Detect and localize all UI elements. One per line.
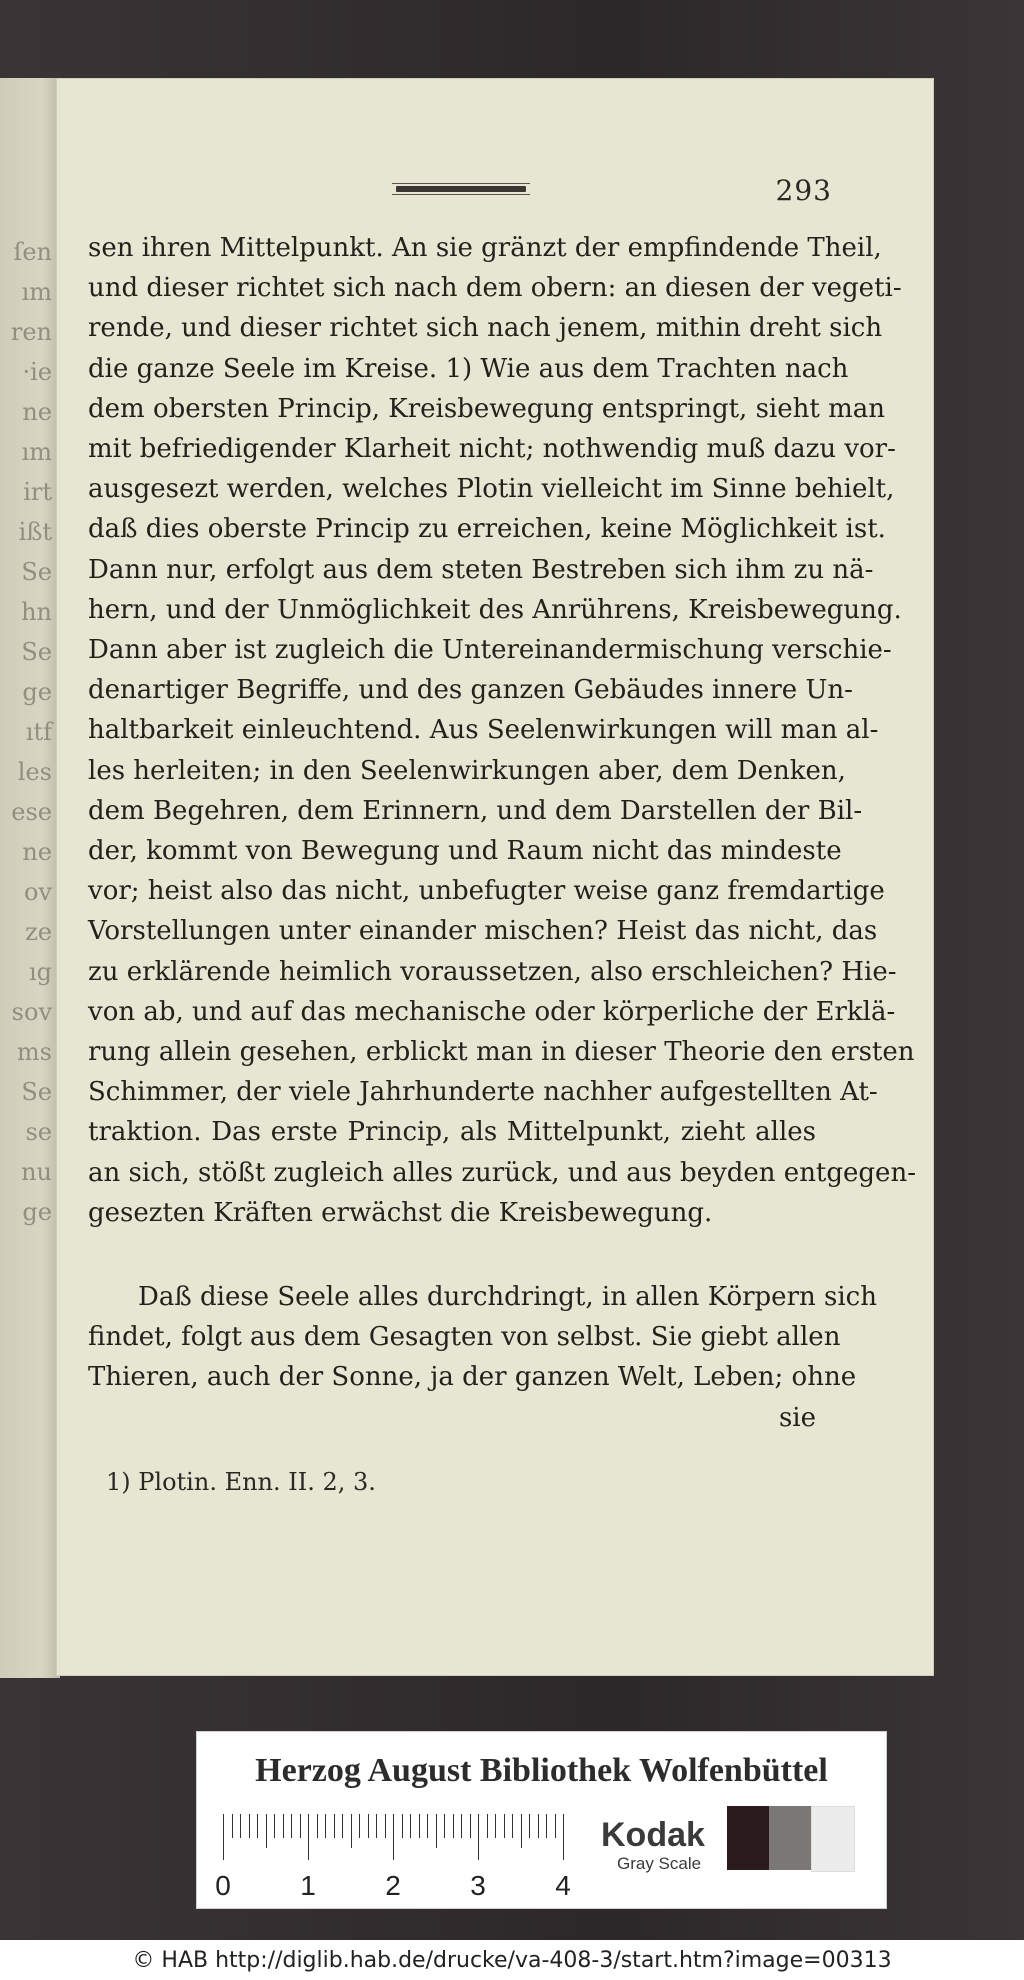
- ruler-tick: [257, 1814, 258, 1838]
- text-line: findet, folgt aus dem Gesagten von selbst. Sie giebt allen: [88, 1322, 841, 1353]
- ruler-number: 2: [385, 1870, 401, 1901]
- ruler-tick: [470, 1814, 471, 1838]
- color-calibration-card: [196, 1731, 887, 1909]
- gray-scale-label: Gray Scale: [617, 1854, 702, 1873]
- gray-swatch-mid: [769, 1806, 811, 1870]
- text-line: Dann nur, erfolgt aus dem steten Bestreben sich ihm zu nä-: [88, 554, 874, 585]
- ruler-tick: [359, 1814, 360, 1838]
- ruler-tick: [512, 1814, 513, 1838]
- text-line: hern, und der Unmöglichkeit des Anrührens, Kreisbewegung.: [88, 594, 902, 625]
- ruler-tick: [521, 1814, 522, 1848]
- text-line: an sich, stößt zugleich alles zurück, und aus beyden entgegen-: [88, 1157, 916, 1188]
- text-line: ausgesezt werden, welches Plotin vielleicht im Sinne behielt,: [88, 474, 895, 505]
- text-line: vor; heist also das nicht, unbefugter weise ganz fremdartige: [88, 876, 885, 907]
- ruler-tick: [240, 1814, 241, 1838]
- text-line: der, kommt von Bewegung und Raum nicht das mindeste: [88, 836, 842, 867]
- text-line: traktion. Das erste Princip, als Mittelpunkt, zieht alles: [88, 1117, 816, 1148]
- text-line: zu erklärende heimlich voraussetzen, also erschleichen? Hie-: [88, 956, 897, 987]
- text-line: Daß diese Seele alles durchdringt, in allen Körpern sich: [138, 1282, 877, 1313]
- ruler-tick: [529, 1814, 530, 1838]
- ruler-number: 1: [300, 1870, 316, 1901]
- ruler-tick: [419, 1814, 420, 1838]
- ruler-tick: [342, 1814, 343, 1838]
- text-line: mit befriedigender Klarheit nicht; nothwendig muß dazu vor-: [88, 434, 896, 465]
- ruler-tick: [368, 1814, 369, 1838]
- text-line: Schimmer, der viele Jahrhunderte nachher aufgestellten At-: [88, 1077, 878, 1108]
- ruler-tick: [291, 1814, 292, 1838]
- kodak-logo: Kodak: [601, 1816, 705, 1854]
- ruler-tick: [283, 1814, 284, 1838]
- text-line: dem Begehren, dem Erinnern, und dem Darstellen der Bil-: [88, 795, 863, 826]
- text-line: les herleiten; in den Seelenwirkungen aber, dem Denken,: [88, 755, 846, 786]
- adjacent-page-edge: ſen ım ren ·ie ne ım irt ißt Se hn Se ge ıtf les ese ne ov ze ıg sov ms Se se nu ge: [0, 78, 60, 1678]
- ruler-tick: [444, 1814, 445, 1838]
- ruler-tick: [538, 1814, 539, 1838]
- ruler-tick: [317, 1814, 318, 1838]
- ruler-number: 4: [555, 1870, 571, 1901]
- ruler-tick: [487, 1814, 488, 1838]
- text-line: Dann aber ist zugleich die Untereinandermischung verschie-: [88, 635, 892, 666]
- text-line: gesezten Kräften erwächst die Kreisbewegung.: [88, 1197, 713, 1228]
- ruler-tick: [504, 1814, 505, 1838]
- gray-swatch-dark: [727, 1806, 769, 1870]
- library-name: Herzog August Bibliothek Wolfenbüttel: [255, 1752, 828, 1789]
- copyright-footer: © HAB http://diglib.hab.de/drucke/va-408-3/start.htm?image=00313: [0, 1940, 1024, 1980]
- ruler-tick: [334, 1814, 335, 1838]
- ruler-tick: [393, 1814, 394, 1860]
- ruler-tick: [308, 1814, 309, 1860]
- ruler-number: 3: [470, 1870, 486, 1901]
- ruler-tick: [427, 1814, 428, 1838]
- book-page: [56, 78, 934, 1676]
- text-line: Thieren, auch der Sonne, ja der ganzen Welt, Leben; ohne: [88, 1362, 857, 1393]
- ruler-tick: [266, 1814, 267, 1848]
- text-line: daß dies oberste Princip zu erreichen, keine Möglichkeit ist.: [88, 514, 886, 545]
- scale-ruler: [215, 1814, 575, 1906]
- text-line: die ganze Seele im Kreise. 1) Wie aus dem Trachten nach: [88, 353, 849, 384]
- text-line: sen ihren Mittelpunkt. An sie gränzt der empfindende Theil,: [88, 233, 882, 263]
- ruler-tick: [563, 1814, 564, 1860]
- text-line: denartiger Begriffe, und des ganzen Gebäudes innere Un-: [88, 675, 853, 706]
- ruler-tick: [555, 1814, 556, 1838]
- ruler-number: 0: [215, 1870, 231, 1901]
- text-line: rende, und dieser richtet sich nach jenem, mithin dreht sich: [88, 313, 883, 344]
- ruler-tick: [495, 1814, 496, 1838]
- ruler-tick: [478, 1814, 479, 1860]
- ruler-tick: [351, 1814, 352, 1848]
- text-line: und dieser richtet sich nach dem obern: an diesen der vegeti-: [88, 273, 902, 304]
- ruler-tick: [232, 1814, 233, 1838]
- text-line: Vorstellungen unter einander mischen? Heist das nicht, das: [88, 916, 878, 947]
- ruler-tick: [402, 1814, 403, 1838]
- ruler-tick: [300, 1814, 301, 1838]
- ruler-tick: [461, 1814, 462, 1838]
- text-line: haltbarkeit einleuchtend. Aus Seelenwirkungen will man al-: [88, 715, 879, 746]
- ruler-tick: [376, 1814, 377, 1838]
- ruler-tick: [223, 1814, 224, 1860]
- catchword: sie: [778, 1402, 816, 1433]
- ruler-tick: [249, 1814, 250, 1838]
- text-line: rung allein gesehen, erblickt man in dieser Theorie den ersten: [88, 1037, 915, 1068]
- page-number: 293: [775, 174, 832, 207]
- text-line: von ab, und auf das mechanische oder körperliche der Erklä-: [88, 996, 896, 1027]
- gray-swatch-light: [811, 1806, 855, 1872]
- body-text: [88, 228, 916, 1438]
- ruler-tick: [325, 1814, 326, 1838]
- ruler-tick: [410, 1814, 411, 1838]
- ruler-tick: [453, 1814, 454, 1838]
- text-line: dem obersten Princip, Kreisbewegung entspringt, sieht man: [88, 393, 885, 424]
- ruler-tick: [385, 1814, 386, 1838]
- ruler-tick: [274, 1814, 275, 1838]
- ruler-tick: [546, 1814, 547, 1838]
- header-rule: [392, 182, 530, 196]
- ruler-tick: [436, 1814, 437, 1848]
- footnote: 1) Plotin. Enn. II. 2, 3.: [106, 1468, 376, 1496]
